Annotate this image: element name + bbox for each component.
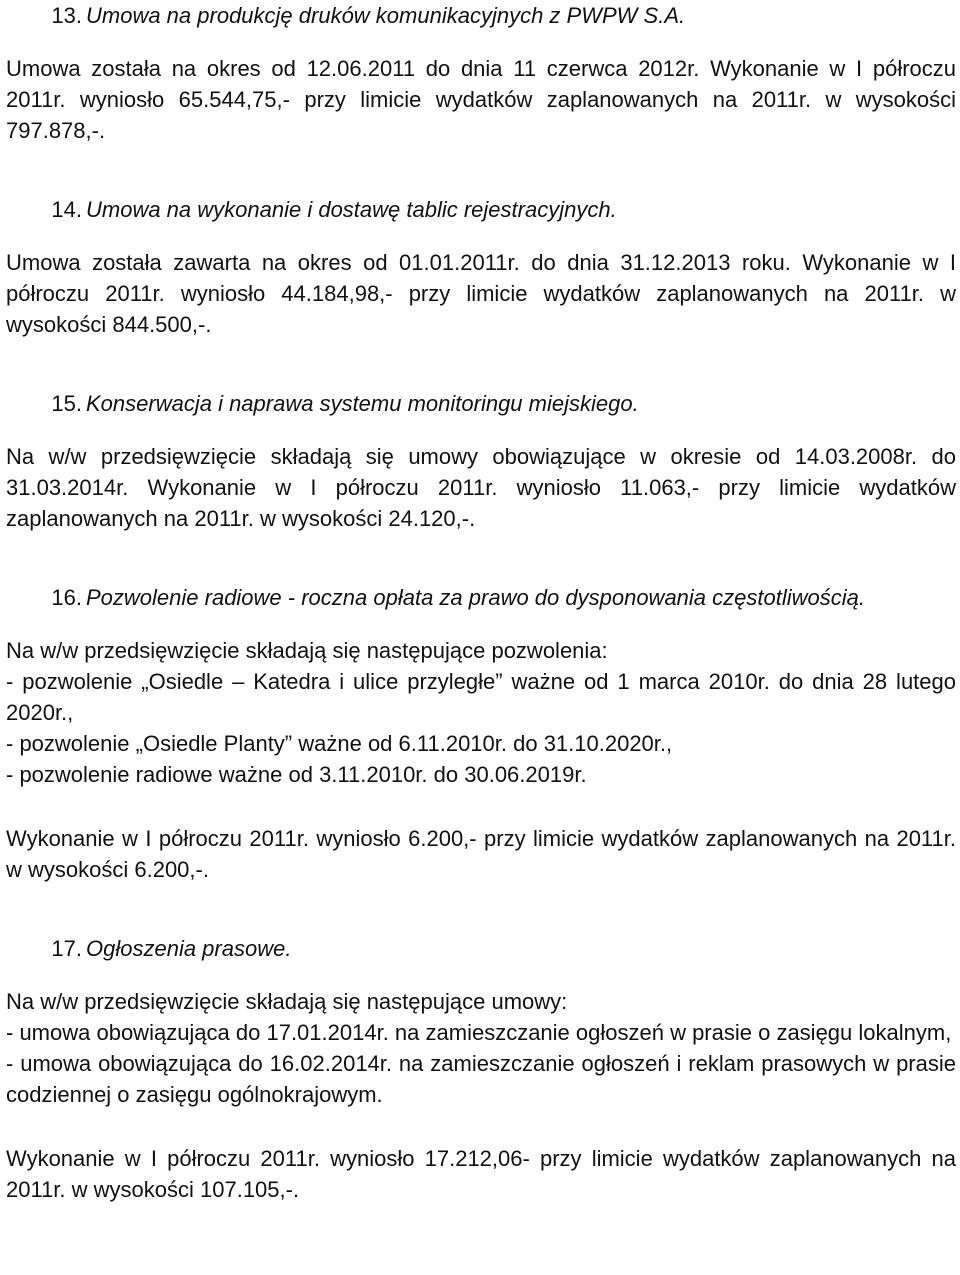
section-16-item: - pozwolenie „Osiedle Planty” ważne od 6.11.2010r. do 31.10.2020r.,	[6, 731, 673, 756]
section-14-number: 14.	[51, 197, 82, 222]
document-page	[6, 0, 956, 1205]
section-17-title: Ogłoszenia prasowe.	[86, 936, 292, 961]
section-15-heading	[6, 388, 956, 419]
section-17-item: - umowa obowiązująca do 17.01.2014r. na zamieszczanie ogłoszeń w prasie o zasięgu lokalnym,	[6, 1020, 952, 1045]
section-13-title: Umowa na produkcję druków komunikacyjnych z PWPW S.A.	[86, 3, 686, 28]
section-14-heading	[6, 194, 956, 225]
section-17-body: Wykonanie w I półroczu 2011r. wyniosło 17.212,06- przy limicie wydatków zaplanowanych na 2011r. w wysokości 107.105,-.	[6, 1146, 956, 1202]
section-15-number: 15.	[51, 391, 82, 416]
section-17-item: - umowa obowiązująca do 16.02.2014r. na zamieszczanie ogłoszeń i reklam prasowych w prasie codziennej o zasięgu ogólnokrajowym.	[6, 1051, 956, 1107]
section-16-item: - pozwolenie „Osiedle – Katedra i ulice przyległe” ważne od 1 marca 2010r. do dnia 28 lutego 2020r.,	[6, 669, 956, 725]
section-15-title: Konserwacja i naprawa systemu monitoringu miejskiego.	[86, 391, 639, 416]
section-17-number: 17.	[51, 936, 82, 961]
section-16-heading	[6, 582, 956, 613]
section-13-body: Umowa została na okres od 12.06.2011 do dnia 11 czerwca 2012r. Wykonanie w I półroczu 2011r. wyniosło 65.544,75,- przy limicie wydatków zaplanowanych na 2011r. w wysokości 797.878,-.	[6, 56, 956, 143]
section-14-title: Umowa na wykonanie i dostawę tablic rejestracyjnych.	[86, 197, 617, 222]
section-15-body: Na w/w przedsięwzięcie składają się umowy obowiązujące w okresie od 14.03.2008r. do 31.03.2014r. Wykonanie w I półroczu 2011r. wyniosło 11.063,- przy limicie wydatków zaplanowanych na 2011r. w wysokości 24.120,-.	[6, 444, 956, 531]
section-16-body: Wykonanie w I półroczu 2011r. wyniosło 6.200,- przy limicie wydatków zaplanowanych na 2011r. w wysokości 6.200,-.	[6, 826, 956, 882]
section-16-number: 16.	[51, 585, 82, 610]
section-14-body: Umowa została zawarta na okres od 01.01.2011r. do dnia 31.12.2013 roku. Wykonanie w I półroczu 2011r. wyniosło 44.184,98,- przy limicie wydatków zaplanowanych na 2011r. w wysokości 844.500,-.	[6, 250, 956, 337]
section-13-heading	[6, 0, 956, 31]
section-16-title: Pozwolenie radiowe - roczna opłata za prawo do dysponowania częstotliwością.	[86, 585, 865, 610]
section-17-intro: Na w/w przedsięwzięcie składają się następujące umowy:	[6, 989, 568, 1014]
section-17-heading	[6, 933, 956, 964]
section-16-intro: Na w/w przedsięwzięcie składają się następujące pozwolenia:	[6, 638, 608, 663]
section-16-item: - pozwolenie radiowe ważne od 3.11.2010r. do 30.06.2019r.	[6, 762, 587, 787]
section-13-number: 13.	[51, 3, 82, 28]
